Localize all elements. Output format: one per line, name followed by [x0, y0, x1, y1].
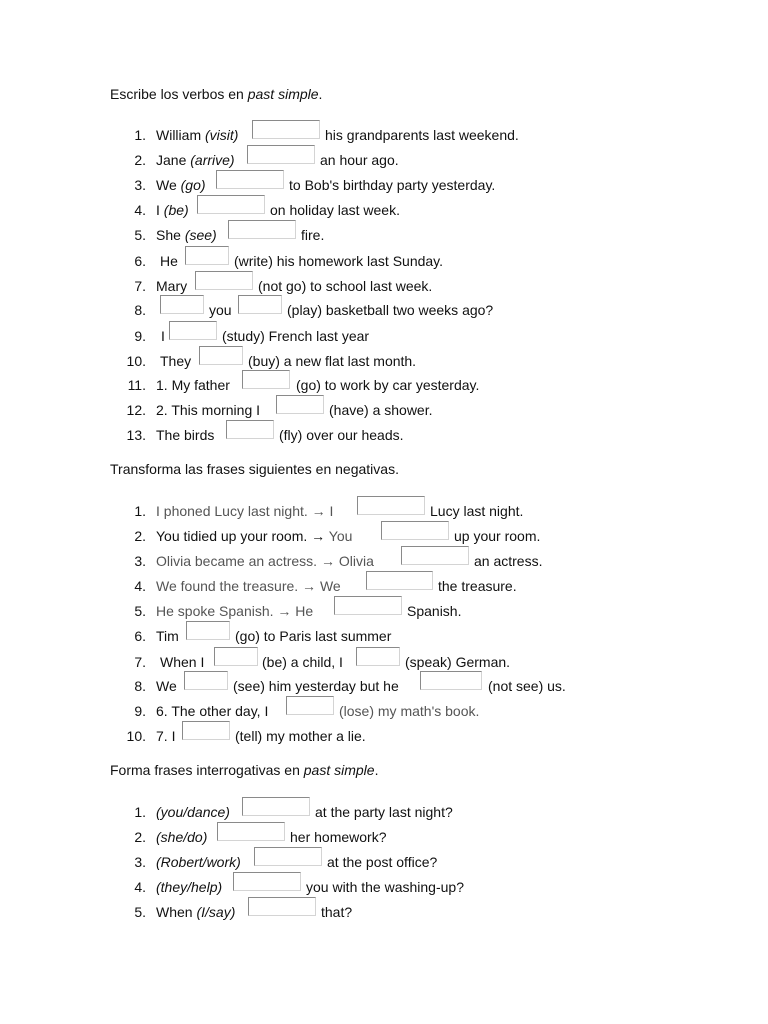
item-text: When I	[160, 654, 205, 670]
item-number: 13.	[126, 427, 146, 443]
item-number: 10.	[126, 353, 146, 369]
item-number: 2.	[134, 829, 146, 845]
item-number: 7.	[134, 654, 146, 670]
answer-input[interactable]	[185, 246, 229, 265]
answer-input[interactable]	[228, 220, 296, 239]
item-text: up your room.	[454, 528, 541, 544]
answer-input[interactable]	[242, 797, 310, 816]
item-text: (lose) my math's book.	[339, 703, 480, 719]
item-text: (not go) to school last week.	[258, 278, 433, 294]
item-text: Olivia became an actress. → Olivia	[156, 553, 374, 569]
answer-input[interactable]	[334, 596, 402, 615]
answer-input[interactable]	[169, 321, 217, 340]
item-text: He spoke Spanish. → He	[156, 603, 314, 619]
item-text: The birds	[156, 427, 215, 443]
item-text: that?	[321, 904, 353, 920]
item-number: 9.	[134, 328, 146, 344]
item-text: (play) basketball two weeks ago?	[287, 302, 494, 318]
item-text: We (go)	[156, 177, 206, 193]
answer-input[interactable]	[233, 872, 301, 891]
item-text: I	[161, 328, 165, 344]
answer-input[interactable]	[401, 546, 469, 565]
item-text: to Bob's birthday party yesterday.	[289, 177, 496, 193]
item-text: an actress.	[474, 553, 543, 569]
item-number: 3.	[134, 854, 146, 870]
item-number: 9.	[134, 703, 146, 719]
answer-input[interactable]	[420, 671, 482, 690]
item-number: 5.	[134, 227, 146, 243]
answer-input[interactable]	[238, 295, 282, 314]
item-text: (see) him yesterday but he	[233, 678, 399, 694]
item-text: (they/help)	[156, 879, 223, 895]
item-number: 8.	[134, 678, 146, 694]
item-text: at the post office?	[327, 854, 438, 870]
item-text: his grandparents last weekend.	[325, 127, 519, 143]
item-text: They	[160, 353, 192, 369]
item-text: I phoned Lucy last night. → I	[156, 503, 334, 519]
item-number: 1.	[134, 503, 146, 519]
answer-input[interactable]	[199, 346, 243, 365]
answer-input[interactable]	[242, 370, 290, 389]
item-text: You tidied up your room. → You	[156, 528, 353, 544]
item-text: on holiday last week.	[270, 202, 400, 218]
item-text: I (be)	[156, 202, 189, 218]
item-text: you	[209, 302, 232, 318]
answer-input[interactable]	[214, 647, 258, 666]
item-text: Spanish.	[407, 603, 462, 619]
item-text: We found the treasure. → We	[156, 578, 341, 594]
answer-input[interactable]	[247, 145, 315, 164]
answer-input[interactable]	[195, 271, 253, 290]
answer-input[interactable]	[276, 395, 324, 414]
section2-title: Transforma las frases siguientes en negativas.	[110, 461, 399, 477]
section3-title: Forma frases interrogativas en past simple.	[110, 762, 379, 778]
item-number: 8.	[134, 302, 146, 318]
item-text: 7. I	[156, 728, 176, 744]
item-number: 2.	[134, 152, 146, 168]
item-text: She (see)	[156, 227, 217, 243]
item-text: 2. This morning I	[156, 402, 261, 418]
item-text: 1. My father	[156, 377, 230, 393]
item-text: He	[160, 253, 178, 269]
answer-input[interactable]	[226, 420, 274, 439]
item-text: at the party last night?	[315, 804, 453, 820]
item-number: 10.	[126, 728, 146, 744]
item-text: you with the washing-up?	[306, 879, 464, 895]
item-number: 5.	[134, 904, 146, 920]
item-text: William (visit)	[156, 127, 239, 143]
answer-input[interactable]	[366, 571, 433, 590]
item-number: 6.	[134, 628, 146, 644]
item-number: 3.	[134, 553, 146, 569]
answer-input[interactable]	[197, 195, 265, 214]
item-number: 2.	[134, 528, 146, 544]
item-number: 1.	[134, 804, 146, 820]
item-text: (have) a shower.	[329, 402, 433, 418]
item-number: 4.	[134, 879, 146, 895]
item-text: (tell) my mother a lie.	[235, 728, 366, 744]
item-text: (Robert/work)	[156, 854, 241, 870]
item-text: (buy) a new flat last month.	[248, 353, 417, 369]
answer-input[interactable]	[252, 120, 320, 139]
answer-input[interactable]	[184, 671, 228, 690]
item-text: the treasure.	[438, 578, 517, 594]
answer-input[interactable]	[217, 822, 285, 841]
answer-input[interactable]	[248, 897, 316, 916]
item-number: 5.	[134, 603, 146, 619]
item-text: 6. The other day, I	[156, 703, 269, 719]
item-text: (study) French last year	[222, 328, 370, 344]
item-text: When (I/say)	[156, 904, 236, 920]
answer-input[interactable]	[381, 521, 449, 540]
item-text: fire.	[301, 227, 325, 243]
item-number: 4.	[134, 202, 146, 218]
item-text: (not see) us.	[488, 678, 566, 694]
answer-input[interactable]	[216, 170, 284, 189]
item-number: 7.	[134, 278, 146, 294]
item-text: Tim	[156, 628, 179, 644]
item-number: 3.	[134, 177, 146, 193]
item-number: 1.	[134, 127, 146, 143]
item-number: 12.	[126, 402, 146, 418]
item-number: 11.	[127, 377, 146, 393]
answer-input[interactable]	[160, 295, 204, 314]
answer-input[interactable]	[182, 721, 230, 740]
answer-input[interactable]	[357, 496, 425, 515]
answer-input[interactable]	[254, 847, 322, 866]
item-text: Mary	[156, 278, 188, 294]
answer-input[interactable]	[356, 647, 400, 666]
item-text: We	[156, 678, 177, 694]
item-text: Jane (arrive)	[156, 152, 235, 168]
item-text: (speak) German.	[405, 654, 511, 670]
item-text: (be) a child, I	[262, 654, 343, 670]
section1-title: Escribe los verbos en past simple.	[110, 86, 323, 102]
item-text: (fly) over our heads.	[279, 427, 404, 443]
item-text: (you/dance)	[156, 804, 230, 820]
answer-input[interactable]	[286, 696, 334, 715]
item-text: (write) his homework last Sunday.	[234, 253, 444, 269]
item-text: (she/do)	[156, 829, 208, 845]
item-number: 6.	[134, 253, 146, 269]
item-number: 4.	[134, 578, 146, 594]
item-text: (go) to work by car yesterday.	[296, 377, 480, 393]
item-text: Lucy last night.	[430, 503, 524, 519]
item-text: her homework?	[290, 829, 387, 845]
item-text: an hour ago.	[320, 152, 399, 168]
item-text: (go) to Paris last summer	[235, 628, 392, 644]
answer-input[interactable]	[186, 621, 230, 640]
